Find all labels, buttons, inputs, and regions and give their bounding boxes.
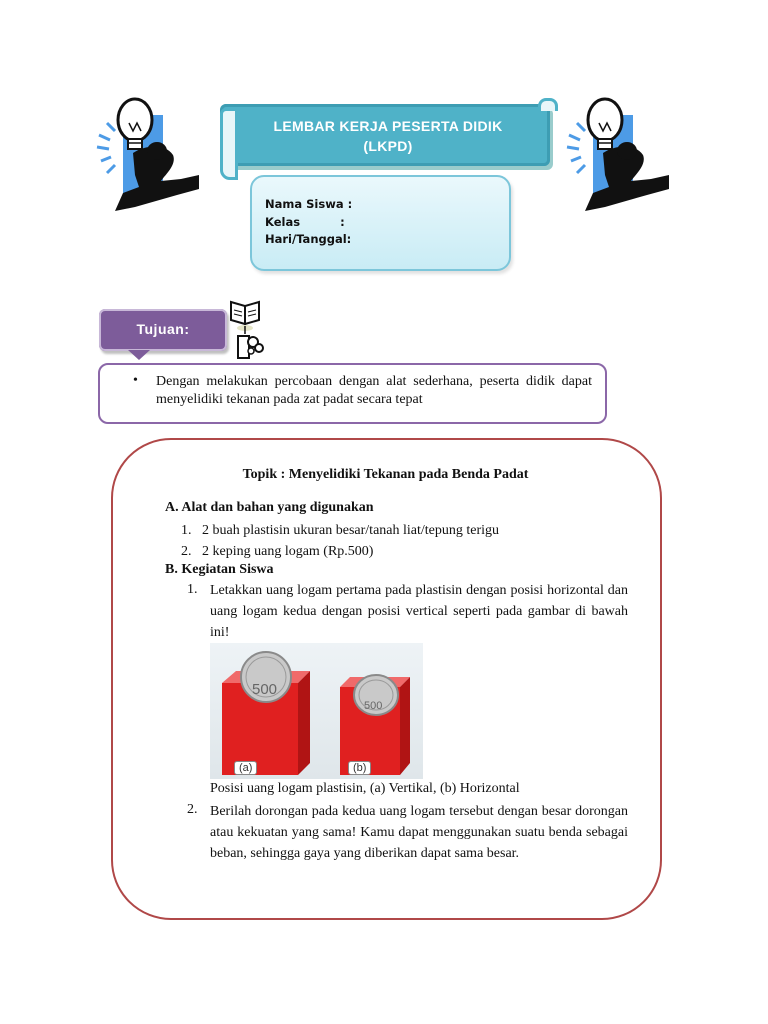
label-a: (a) bbox=[234, 761, 257, 775]
section-b-title: B. Kegiatan Siswa bbox=[165, 562, 274, 577]
bullet-icon: • bbox=[133, 373, 138, 388]
banner-scroll-curl bbox=[538, 98, 558, 111]
list-item: 2. 2 keping uang logam (Rp.500) bbox=[181, 544, 374, 559]
date-label: Hari/Tanggal: bbox=[265, 232, 352, 246]
coin-experiment-photo bbox=[210, 643, 423, 779]
identity-fields bbox=[265, 196, 352, 249]
coin-value: 500 bbox=[364, 700, 383, 712]
list-item: 1. 2 buah plastisin ukuran besar/tanah liat/tepung terigu bbox=[181, 523, 500, 538]
class-label: Kelas : bbox=[265, 214, 345, 229]
materials-list bbox=[181, 520, 499, 562]
step-number: 2. bbox=[187, 802, 198, 817]
lightbulb-thinker-icon bbox=[565, 95, 675, 213]
coin-value: 500 bbox=[252, 681, 278, 698]
page-title bbox=[240, 116, 536, 156]
title-line-2: (LKPD) bbox=[363, 138, 413, 154]
tujuan-text: Dengan melakukan percobaan dengan alat sederhana, peserta didik dapat menyelidiki tekanan pada zat padat secara tepat bbox=[156, 374, 592, 407]
step-number: 1. bbox=[187, 582, 198, 597]
section-a-title: A. Alat dan bahan yang digunakan bbox=[165, 500, 374, 515]
step-text: Letakkan uang logam pertama pada plastisin dengan posisi horizontal dan uang logam kedua dengan posisi vertical seperti pada gambar di bawah ini! bbox=[210, 583, 628, 640]
photo-caption: Posisi uang logam plastisin, (a) Vertikal, (b) Horizontal bbox=[210, 781, 520, 796]
book-gear-icon bbox=[229, 298, 265, 360]
lightbulb-thinker-icon bbox=[95, 95, 205, 213]
title-line-1: LEMBAR KERJA PESERTA DIDIK bbox=[273, 118, 503, 134]
tujuan-label: Tujuan: bbox=[136, 321, 190, 337]
banner-scroll-curl bbox=[220, 108, 238, 180]
topic-heading: Topik : Menyelidiki Tekanan pada Benda Padat bbox=[242, 467, 529, 482]
step-text: Berilah dorongan pada kedua uang logam tersebut dengan besar dorongan atau kekuatan yang sama! Kamu dapat menggunakan suatu benda sebagai beban, sehingga gaya yang diberikan dapat sama besar. bbox=[210, 804, 628, 861]
tujuan-tab-tail bbox=[128, 350, 150, 360]
name-label: Nama Siswa : bbox=[265, 197, 353, 211]
label-b: (b) bbox=[348, 761, 371, 775]
